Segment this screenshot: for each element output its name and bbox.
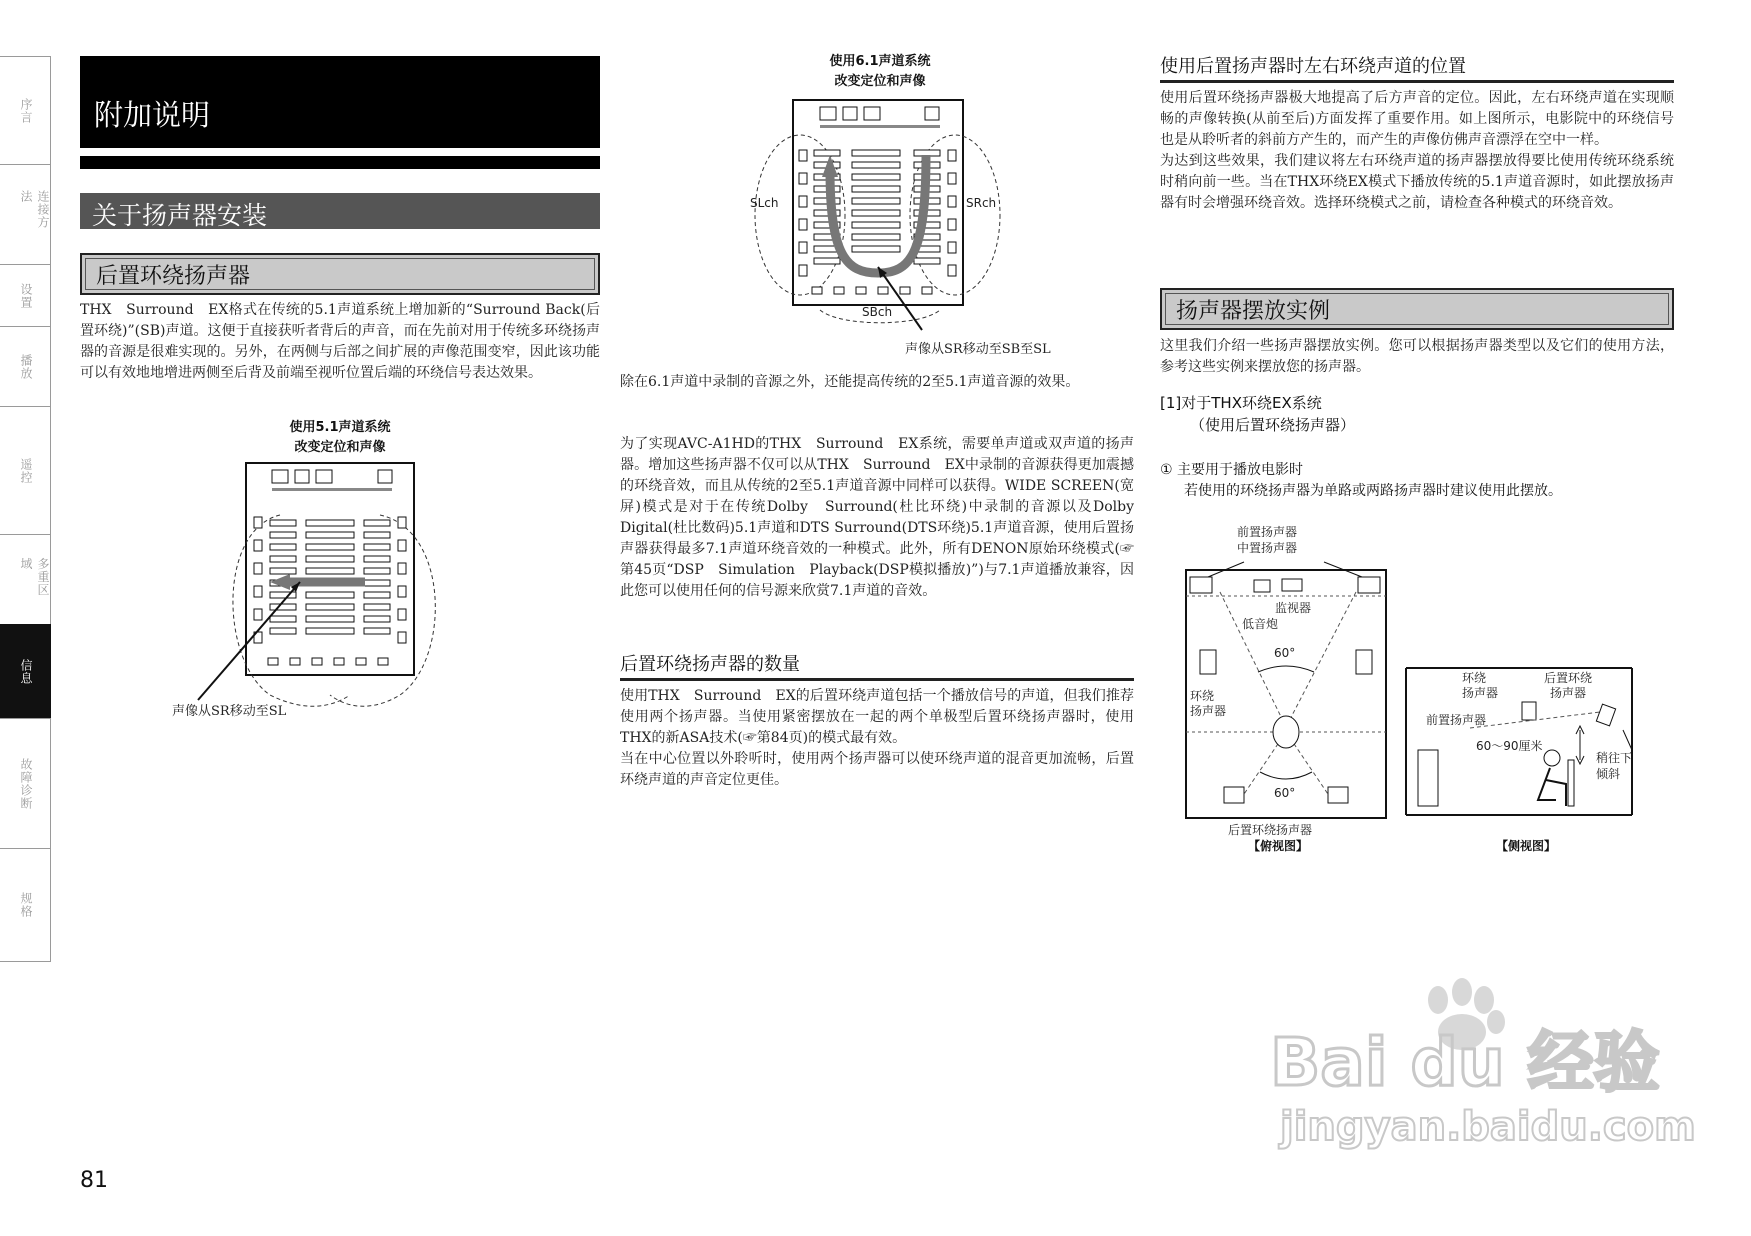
- side-tab-information[interactable]: [0, 624, 51, 719]
- middle-paragraph-3: [620, 686, 1134, 791]
- label-tilt: 倾斜: [1596, 767, 1621, 781]
- paragraph-text: 为了实现AVC-A1HD的THX Surround EX系统，需要单声道或双声道的扬声器。增加这些扬声器不仅可以从THX Surround EX中录制的音源获得更加震撼的环绕音效，而且从传统的2至5.1声道音源中同样可以获得。WIDE SCREEN(宽屏)模式是对于在传统Dolby Surround(杜比环绕)中录制的音源以及Dolby Digital(杜比数码)5.1声道和DTS Surround(DTS环绕)5.1声道音源，使用后置扬声器获得最多7.1声道环绕音效的一种模式。此外，所有DENON原始环绕模式(☞第45页“DSP Simulation Playback(DSP模拟播放)”)与7.1声道播放兼容，因此您可以使用任何的信号源来欣赏7.1声道的音效。: [620, 436, 1134, 599]
- watermark-brand: Bai du 经验: [1270, 1024, 1660, 1101]
- side-tab-setup[interactable]: [0, 264, 51, 327]
- section-heading-bar: [80, 193, 600, 229]
- right-paragraph-1: [1160, 88, 1674, 214]
- label-top-view: 【俯视图】: [1248, 839, 1309, 853]
- rear-left-speaker-icon: [1224, 787, 1244, 803]
- chair-icon: [1568, 760, 1574, 806]
- paragraph-text: 使用THX Surround EX的后置环绕声道包括一个播放信号的声道，但我们推荐使用两个扬声器。当使用紧密摆放在一起的两个单极型后置环绕扬声器时，使用THX的新ASA技术(☞第84页)的模式最有效。: [620, 688, 1134, 746]
- watermark-url: jingyan.baidu.com: [1280, 1104, 1696, 1150]
- rear-surround-speaker-icon: [1596, 704, 1615, 726]
- speaker-icon: [864, 107, 880, 120]
- baidu-watermark: [1270, 970, 1700, 1170]
- front-left-speaker-icon: [1190, 577, 1212, 593]
- label-tilt: 稍往下: [1596, 751, 1633, 765]
- theater-61-diagram: [750, 95, 1010, 335]
- label-front-speaker: 前置扬声器: [1426, 713, 1487, 727]
- side-tab-label: 多重区域: [19, 557, 50, 597]
- label-side-view: 【侧视图】: [1496, 839, 1557, 853]
- label-surround: 环绕: [1462, 671, 1487, 685]
- caption-line: 使用5.1声道系统: [289, 420, 391, 435]
- middle-heading: 后置环绕扬声器的数量: [620, 650, 1134, 681]
- speaker-icon: [295, 470, 309, 483]
- side-tab-multizone[interactable]: [0, 534, 51, 625]
- right-subheading: 扬声器摆放实例: [1176, 299, 1331, 324]
- side-tab-troubleshooting[interactable]: [0, 718, 51, 849]
- label-center-speaker: 中置扬声器: [1237, 541, 1298, 555]
- paragraph-text: 这里我们介绍一些扬声器摆放实例。您可以根据扬声器类型以及它们的使用方法，参考这些实例来摆放您的扬声器。: [1160, 338, 1674, 375]
- example-sub-item: [1160, 460, 1562, 502]
- paragraph-text: THX Surround EX格式在传统的5.1声道系统上增加新的“Surround Back(后置环绕)”(SB)声道。这便于直接获听者背后的声音，而在先前对用于传统多环绕扬声器的音源是很难实现的。另外，在两侧与后部之间扩展的声像范围变窄，因此该功能可以有效地地增进两侧至后背及前端至视听位置后端的环绕信号表达效果。: [80, 302, 600, 381]
- listener-body-icon: [1538, 768, 1566, 806]
- speaker-icon: [272, 470, 288, 483]
- listener-head-icon: [1544, 750, 1560, 766]
- angle-arc: [1258, 666, 1314, 672]
- label-rear-surround: 后置环绕扬声器: [1228, 823, 1313, 837]
- surround-speaker-icon: [1522, 702, 1536, 720]
- label-slch: SLch: [750, 196, 779, 210]
- paragraph-text: 除在6.1声道中录制的音源之外，还能提高传统的2至5.1声道音源的效果。: [620, 374, 1080, 390]
- caption-line: 改变定位和声像: [834, 74, 926, 89]
- side-tab-label: 播放: [19, 354, 33, 380]
- side-tab-label: 序言: [19, 98, 33, 124]
- title-underbar: [80, 156, 600, 169]
- label-srch: SRch: [966, 196, 997, 210]
- side-tab-label: 设置: [19, 283, 33, 309]
- page-number: 81: [80, 1168, 108, 1193]
- right-subheading-box: [1160, 288, 1674, 330]
- middle-paragraph-2: [620, 434, 1134, 602]
- label-sbch: SBch: [862, 305, 893, 319]
- screen: [820, 125, 940, 128]
- side-tab-playback[interactable]: [0, 326, 51, 407]
- rear-right-speaker-icon: [1328, 787, 1348, 803]
- speaker-icon: [925, 107, 939, 120]
- middle-figure-caption: [780, 52, 980, 92]
- label-rear-surround-speaker: 扬声器: [1550, 686, 1587, 700]
- subwoofer-icon: [1254, 580, 1270, 592]
- section-heading: 关于扬声器安装: [92, 201, 268, 230]
- front-speaker-icon: [1418, 750, 1438, 806]
- side-tab-label: 信息: [19, 659, 33, 685]
- right-paragraph-2: [1160, 336, 1674, 378]
- front-right-speaker-icon: [1358, 577, 1380, 593]
- speaker-icon: [843, 107, 857, 120]
- label-surround-speaker: 扬声器: [1190, 704, 1227, 718]
- seat-rows: [254, 517, 406, 665]
- label-height: 60～90厘米: [1476, 739, 1543, 753]
- middle-figure-note: 声像从SR移动至SB至SL: [905, 342, 1051, 357]
- middle-paragraph-1: [620, 372, 1134, 393]
- side-tab-label: 连接方法: [19, 190, 50, 229]
- label-monitor: 监视器: [1275, 601, 1312, 615]
- speaker-icon: [820, 107, 836, 120]
- angle-arc: [1260, 772, 1312, 779]
- example-item-title: [1160, 392, 1355, 436]
- item-title-line: [1]对于THX环绕EX系统: [1160, 394, 1322, 412]
- page-title-bar: [80, 56, 600, 148]
- sub-item-title: ① 主要用于播放电影时: [1160, 462, 1304, 478]
- label-surround: 环绕: [1190, 689, 1215, 703]
- left-paragraph: [80, 300, 600, 384]
- side-view-diagram: [1400, 660, 1650, 860]
- theater-51-diagram: [150, 460, 480, 720]
- label-leader: [1623, 730, 1632, 750]
- side-tab-preface[interactable]: [0, 56, 51, 165]
- paragraph-text: 当在中心位置以外聆听时，使用两个扬声器可以使环绕声道的混音更加流畅，后置环绕声道的声音定位更佳。: [620, 751, 1134, 788]
- caption-line: 改变定位和声像: [294, 440, 386, 455]
- label-angle-back: 60°: [1274, 786, 1296, 800]
- side-tab-label: 遥控: [19, 458, 33, 484]
- sub-item-text: 若使用的环绕扬声器为单路或两路扬声器时建议使用此摆放。: [1184, 483, 1562, 499]
- label-subwoofer: 低音炮: [1242, 617, 1279, 631]
- label-surround-speaker: 扬声器: [1462, 686, 1499, 700]
- label-rear-surround: 后置环绕: [1544, 671, 1593, 685]
- right-heading: 使用后置扬声器时左右环绕声道的位置: [1160, 52, 1674, 83]
- paragraph-text: 为达到这些效果，我们建议将左右环绕声道的扬声器摆放得要比使用传统环绕系统时稍向前一些。当在THX环绕EX模式下播放传统的5.1声道音源时，如此摆放扬声器有时会增强环绕音效。选择环绕模式之前，请检查各种模式的环绕音效。: [1160, 153, 1674, 211]
- subheading: 后置环绕扬声器: [96, 264, 251, 289]
- side-tab-label: 规格: [19, 892, 33, 918]
- page-title: 附加说明: [94, 98, 211, 132]
- sound-image-arrow-head: [270, 574, 290, 590]
- surround-left-speaker-icon: [1200, 650, 1216, 674]
- caption-line: 使用6.1声道系统: [829, 54, 931, 69]
- side-tab-label: 故障诊断: [19, 758, 33, 810]
- speaker-icon: [378, 470, 392, 483]
- surround-right-speaker-icon: [1356, 650, 1372, 674]
- paragraph-text: 使用后置环绕扬声器极大地提高了后方声音的定位。因此，左右环绕声道在实现顺畅的声像转换(从前至后)方面发挥了重要作用。如上图所示，电影院中的环绕信号也是从聆听者的斜前方产生的，而产生的声像仿佛声音漂浮在空中一样。: [1160, 90, 1674, 148]
- side-tab-remote[interactable]: [0, 406, 51, 535]
- screen: [272, 488, 392, 491]
- pointer-line: [198, 582, 300, 700]
- subheading-box: [80, 253, 600, 295]
- pointer-line: [878, 267, 922, 330]
- label-front-speakers: 前置扬声器: [1237, 525, 1298, 539]
- speaker-icon: [316, 470, 332, 483]
- label-angle-front: 60°: [1274, 646, 1296, 660]
- side-tab-specifications[interactable]: [0, 848, 51, 962]
- side-tab-connections[interactable]: [0, 164, 51, 265]
- top-view-diagram: [1180, 522, 1400, 862]
- listener-head-icon: [1273, 716, 1299, 748]
- item-title-line: （使用后置环绕扬声器）: [1190, 416, 1356, 434]
- left-figure-note: 声像从SR移动至SL: [172, 704, 287, 719]
- center-speaker-icon: [1282, 579, 1302, 591]
- left-figure-caption: [240, 418, 440, 458]
